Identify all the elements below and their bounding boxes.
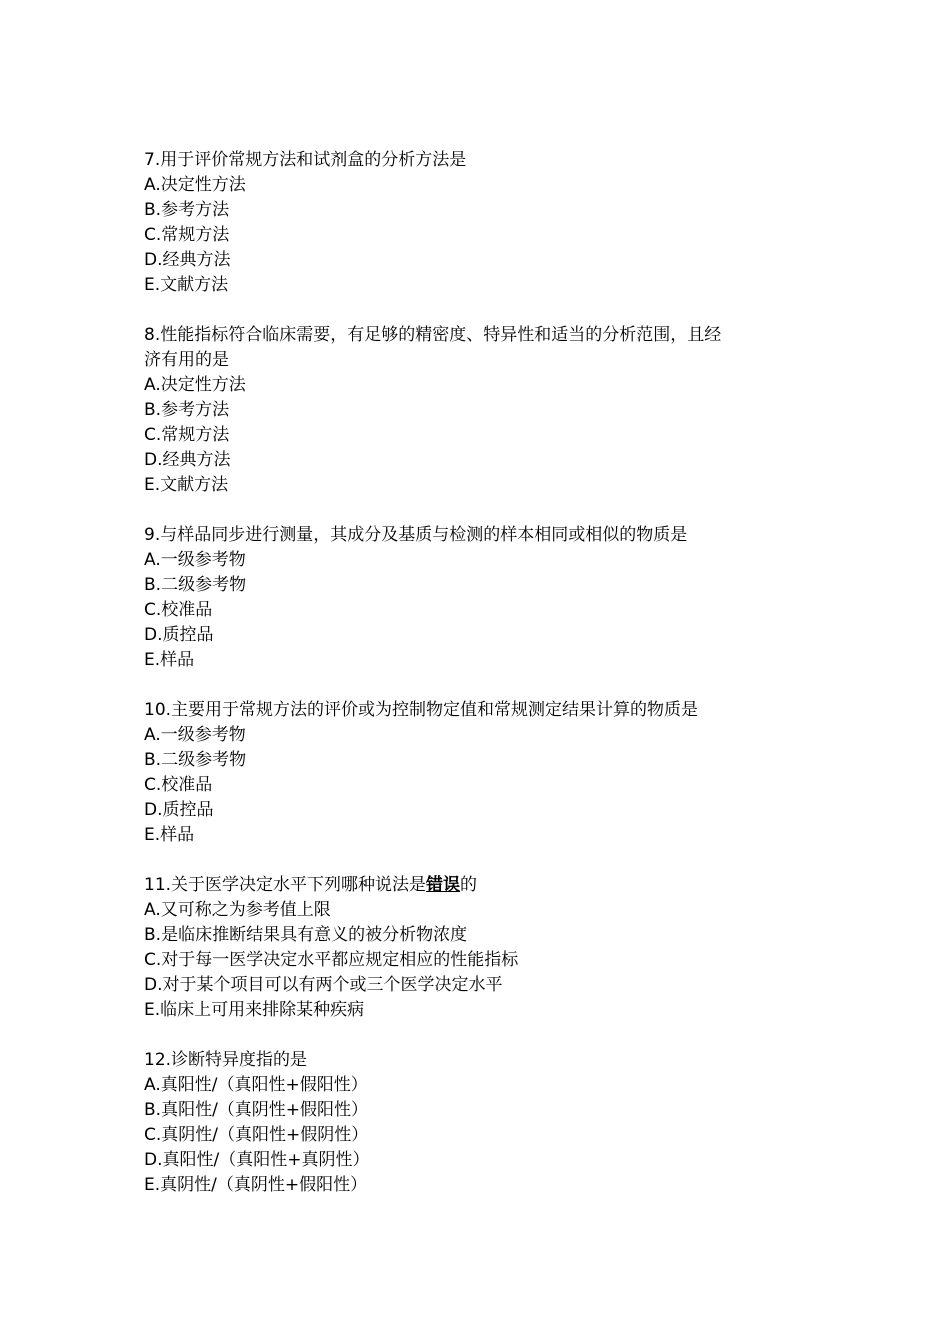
- question-10: [144, 698, 824, 848]
- option-b: B.真阳性/（真阴性+假阳性）: [144, 1100, 369, 1120]
- option-a: A.决定性方法: [144, 375, 246, 395]
- option-a: A.真阳性/（真阳性+假阳性）: [144, 1075, 368, 1095]
- option-d: D.质控品: [144, 800, 214, 820]
- option-b: B.参考方法: [144, 400, 230, 420]
- question-12: [144, 1048, 824, 1198]
- question-stem: [144, 873, 824, 898]
- option-a: A.一级参考物: [144, 550, 246, 570]
- option-a: A.又可称之为参考值上限: [144, 900, 331, 920]
- option-a: A.一级参考物: [144, 725, 246, 745]
- question-stem: 9.与样品同步进行测量，其成分及基质与检测的样本相同或相似的物质是: [144, 525, 688, 545]
- document-page: [144, 148, 824, 1223]
- option-e: E.样品: [144, 825, 195, 845]
- option-c: C.常规方法: [144, 425, 230, 445]
- option-c: C.对于每一医学决定水平都应规定相应的性能指标: [144, 950, 519, 970]
- option-e: E.文献方法: [144, 475, 229, 495]
- option-d: D.真阳性/（真阳性+真阴性）: [144, 1150, 370, 1170]
- option-d: D.质控品: [144, 625, 214, 645]
- option-c: C.常规方法: [144, 225, 230, 245]
- option-a: A.决定性方法: [144, 175, 246, 195]
- option-d: D.对于某个项目可以有两个或三个医学决定水平: [144, 975, 503, 995]
- question-stem-line-2: 济有用的是: [144, 350, 229, 370]
- option-c: C.校准品: [144, 775, 213, 795]
- question-9: [144, 523, 824, 673]
- option-e: E.真阴性/（真阴性+假阳性）: [144, 1175, 368, 1195]
- question-stem: 10.主要用于常规方法的评价或为控制物定值和常规测定结果计算的物质是: [144, 700, 699, 720]
- option-e: E.临床上可用来排除某种疾病: [144, 1000, 365, 1020]
- option-b: B.二级参考物: [144, 575, 247, 595]
- option-e: E.文献方法: [144, 275, 229, 295]
- stem-emphasis: 错误: [426, 875, 461, 895]
- option-b: B.二级参考物: [144, 750, 247, 770]
- option-e: E.样品: [144, 650, 195, 670]
- stem-text-after: 的: [460, 875, 478, 895]
- stem-text-before: 11.关于医学决定水平下列哪种说法是: [144, 875, 427, 895]
- question-stem: 7.用于评价常规方法和试剂盒的分析方法是: [144, 150, 467, 170]
- question-stem-line-1: 8.性能指标符合临床需要，有足够的精密度、特异性和适当的分析范围，且经: [144, 325, 722, 345]
- question-stem: 12.诊断特异度指的是: [144, 1050, 308, 1070]
- question-8: [144, 323, 824, 498]
- option-b: B.是临床推断结果具有意义的被分析物浓度: [144, 925, 468, 945]
- option-c: C.真阴性/（真阳性+假阴性）: [144, 1125, 369, 1145]
- option-c: C.校准品: [144, 600, 213, 620]
- question-7: [144, 148, 824, 298]
- option-d: D.经典方法: [144, 450, 231, 470]
- option-b: B.参考方法: [144, 200, 230, 220]
- option-d: D.经典方法: [144, 250, 231, 270]
- question-11: [144, 873, 824, 1023]
